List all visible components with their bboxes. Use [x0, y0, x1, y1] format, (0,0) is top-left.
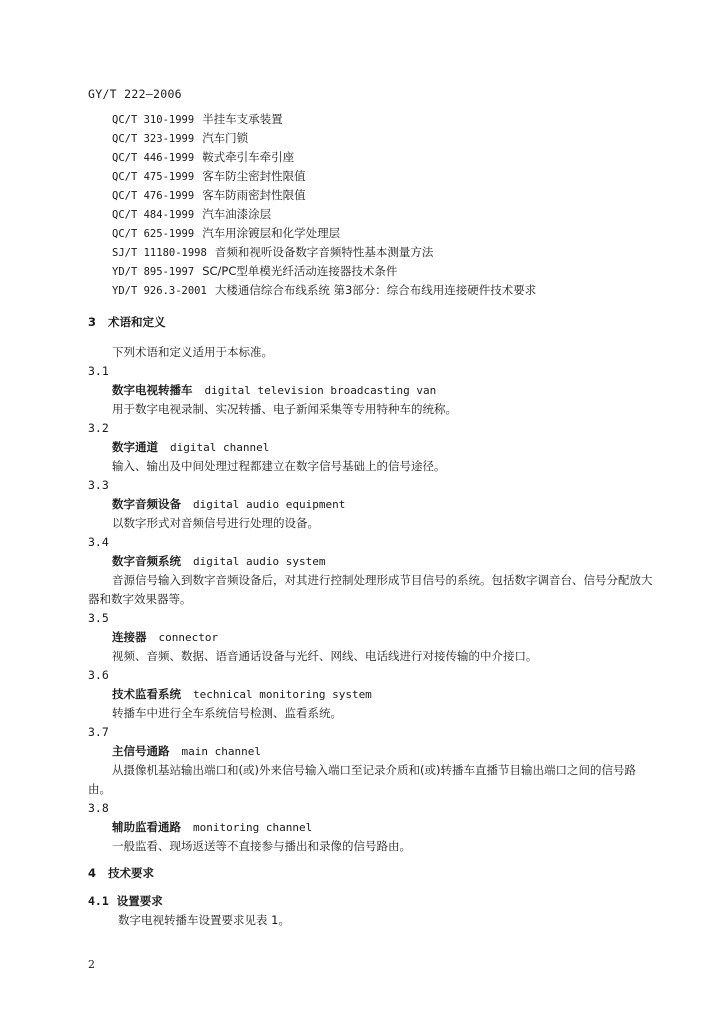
term-heading	[112, 438, 269, 457]
term-definition: 输入、输出及中间处理过程都建立在数字信号基础上的信号途径。	[112, 459, 446, 473]
term-heading	[112, 685, 372, 704]
reference-code: SJ/T 11180-1998	[112, 247, 207, 259]
term-number: 3.2	[88, 421, 109, 435]
reference-item	[112, 243, 536, 262]
reference-title: 汽车用涂镀层和化学处理层	[202, 226, 341, 240]
term-number: 3.6	[88, 668, 109, 682]
term-heading	[112, 381, 436, 400]
page-number: 2	[88, 958, 95, 971]
term-english: digital channel	[170, 441, 270, 454]
section-number: 3	[88, 315, 97, 329]
term-number: 3.8	[88, 801, 109, 815]
term-chinese: 数字音频设备	[112, 497, 181, 511]
reference-item	[112, 281, 536, 300]
section-number: 4	[88, 866, 97, 880]
section-title: 技术要求	[108, 866, 155, 880]
term-chinese: 连接器	[112, 630, 147, 644]
term-number: 3.3	[88, 478, 109, 492]
reference-title: SC/PC型单模光纤活动连接器技术条件	[202, 264, 398, 278]
term-english: main channel	[181, 745, 261, 758]
reference-code: YD/T 895-1997	[112, 266, 195, 278]
reference-code: QC/T 310-1999	[112, 114, 195, 126]
subsection-4-1-text: 数字电视转播车设置要求见表 1。	[118, 913, 290, 927]
reference-title: 大楼通信综合布线系统 第3部分：综合布线用连接硬件技术要求	[214, 283, 537, 297]
term-number: 3.5	[88, 611, 109, 625]
term-definition: 以数字形式对音频信号进行处理的设备。	[112, 516, 319, 530]
reference-title: 客车防尘密封性限值	[202, 169, 306, 183]
term-english: connector	[158, 631, 219, 644]
subsection-title: 设置要求	[116, 894, 163, 908]
standard-header: GY/T 222—2006	[88, 87, 182, 101]
reference-item	[112, 205, 536, 224]
reference-code: YD/T 926.3-2001	[112, 285, 207, 297]
term-english: digital audio equipment	[193, 498, 346, 511]
reference-code: QC/T 475-1999	[112, 171, 195, 183]
reference-item	[112, 262, 536, 281]
reference-item	[112, 186, 536, 205]
term-heading	[112, 552, 325, 571]
term-number: 3.7	[88, 725, 109, 739]
reference-code: QC/T 323-1999	[112, 133, 195, 145]
term-definition: 一般监看、现场返送等不直接参与播出和录像的信号路由。	[112, 839, 411, 853]
term-definition: 从摄像机基站输出端口和(或)外来信号输入端口至记录介质和(或)转播车直播节目输出端口之间的信号路由。	[88, 763, 636, 796]
term-english: digital audio system	[193, 555, 326, 568]
reference-title: 汽车油漆涂层	[202, 207, 272, 221]
section-3-intro: 下列术语和定义适用于本标准。	[112, 345, 273, 359]
reference-code: QC/T 446-1999	[112, 152, 195, 164]
reference-title: 客车防雨密封性限值	[202, 188, 306, 202]
term-definition: 音源信号输入到数字音频设备后，对其进行控制处理形成节目信号的系统。包括数字调音台、信号分配放大器和数字效果器等。	[88, 573, 653, 606]
subsection-number: 4.1	[88, 894, 109, 908]
term-english: technical monitoring system	[193, 688, 372, 701]
reference-title: 汽车门锁	[202, 131, 249, 145]
reference-code: QC/T 625-1999	[112, 228, 195, 240]
section-3-heading	[88, 313, 166, 332]
reference-code: QC/T 484-1999	[112, 209, 195, 221]
term-chinese: 主信号通路	[112, 744, 170, 758]
reference-title: 音频和视听设备数字音频特性基本测量方法	[214, 245, 434, 259]
term-heading	[112, 495, 345, 514]
term-definition: 用于数字电视录制、实况转播、电子新闻采集等专用特种车的统称。	[112, 402, 457, 416]
reference-item	[112, 224, 536, 243]
reference-code: QC/T 476-1999	[112, 190, 195, 202]
term-english: digital television broadcasting van	[204, 384, 437, 397]
term-heading	[112, 628, 218, 647]
term-chinese: 技术监看系统	[112, 687, 181, 701]
term-definition: 转播车中进行全车系统信号检测、监看系统。	[112, 706, 342, 720]
reference-list	[112, 110, 536, 300]
term-chinese: 辅助监看通路	[112, 820, 181, 834]
term-chinese: 数字电视转播车	[112, 383, 193, 397]
reference-item	[112, 129, 536, 148]
term-chinese: 数字音频系统	[112, 554, 181, 568]
term-number: 3.4	[88, 535, 109, 549]
section-title: 术语和定义	[108, 315, 166, 329]
term-english: monitoring channel	[193, 821, 313, 834]
term-heading	[112, 742, 261, 761]
term-number: 3.1	[88, 364, 109, 378]
term-definition: 视频、音频、数据、语音通话设备与光纤、网线、电话线进行对接传输的中介接口。	[112, 649, 538, 663]
reference-item	[112, 148, 536, 167]
term-heading	[112, 818, 312, 837]
reference-item	[112, 167, 536, 186]
reference-title: 鞍式牵引车牵引座	[202, 150, 295, 164]
reference-item	[112, 110, 536, 129]
term-chinese: 数字通道	[112, 440, 158, 454]
reference-title: 半挂车支承装置	[202, 112, 283, 126]
subsection-4-1-heading	[88, 892, 163, 911]
section-4-heading	[88, 864, 154, 883]
